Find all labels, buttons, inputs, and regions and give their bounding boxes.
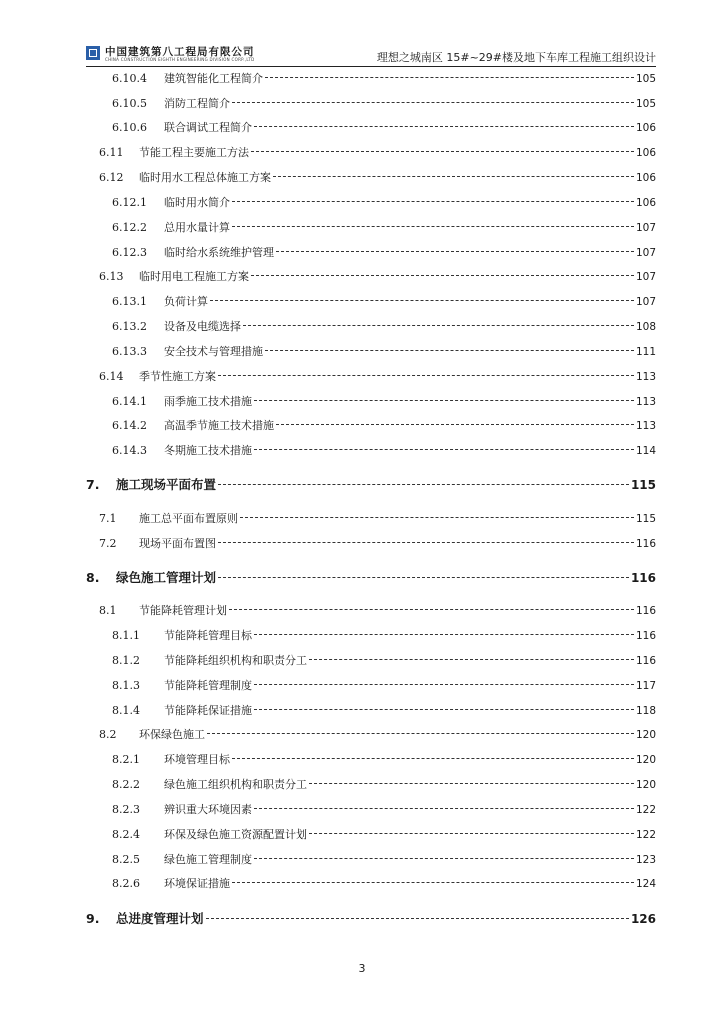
toc-entry-number: 6.13.2 bbox=[112, 320, 147, 333]
toc-entry-label: 总用水量计算 bbox=[164, 221, 230, 234]
toc-entry[interactable] bbox=[112, 652, 656, 668]
toc-entry-number: 8.1.4 bbox=[112, 704, 140, 717]
toc-leader-dots bbox=[254, 684, 634, 685]
toc-entry-page: 116 bbox=[635, 538, 656, 550]
toc-entry-label: 节能工程主要施工方法 bbox=[139, 146, 249, 159]
toc-entry-label: 联合调试工程简介 bbox=[164, 121, 252, 134]
toc-entry-page: 106 bbox=[635, 197, 656, 209]
toc-entry-number: 8.1.3 bbox=[112, 679, 140, 692]
toc-leader-dots bbox=[218, 375, 634, 376]
toc-leader-dots bbox=[232, 201, 634, 202]
toc-entry-label: 负荷计算 bbox=[164, 295, 208, 308]
toc-entry-number: 8.2.3 bbox=[112, 803, 140, 816]
toc-entry-number: 8. bbox=[86, 570, 100, 585]
toc-leader-dots bbox=[218, 542, 634, 543]
toc-entry-label: 临时用电工程施工方案 bbox=[139, 270, 249, 283]
toc-leader-dots bbox=[254, 858, 634, 859]
toc-entry-page: 123 bbox=[635, 854, 656, 866]
toc-entry-label: 临时用水工程总体施工方案 bbox=[139, 171, 271, 184]
toc-leader-dots bbox=[218, 577, 629, 578]
toc-entry-label: 安全技术与管理措施 bbox=[164, 345, 263, 358]
toc-entry[interactable] bbox=[112, 851, 656, 867]
toc-leader-dots bbox=[243, 325, 634, 326]
toc-leader-dots bbox=[309, 833, 634, 834]
toc-entry-page: 115 bbox=[630, 478, 656, 492]
company-name-english: CHINA CONSTRUCTION EIGHTH ENGINEERING DIVISION CORP.,LTD bbox=[105, 57, 255, 62]
toc-entry-page: 106 bbox=[635, 147, 656, 159]
toc-entry-page: 108 bbox=[635, 321, 656, 333]
toc-entry-label: 环保绿色施工 bbox=[139, 728, 205, 741]
toc-leader-dots bbox=[218, 484, 629, 485]
toc-entry-number: 8.2 bbox=[99, 728, 117, 741]
toc-entry-label: 冬期施工技术措施 bbox=[164, 444, 252, 457]
toc-entry-label: 总进度管理计划 bbox=[116, 911, 204, 926]
toc-entry-number: 6.12.1 bbox=[112, 196, 147, 209]
toc-entry[interactable] bbox=[112, 244, 656, 260]
toc-entry[interactable] bbox=[112, 293, 656, 309]
toc-entry-number: 8.1.1 bbox=[112, 629, 140, 642]
toc-entry-page: 107 bbox=[635, 296, 656, 308]
toc-entry-number: 8.2.1 bbox=[112, 753, 140, 766]
toc-entry[interactable] bbox=[112, 318, 656, 334]
toc-entry-number: 8.2.2 bbox=[112, 778, 140, 791]
toc-entry-page: 115 bbox=[635, 513, 656, 525]
toc-entry-page: 116 bbox=[630, 571, 656, 585]
toc-entry-label: 环境保证措施 bbox=[164, 877, 230, 890]
toc-leader-dots bbox=[254, 634, 634, 635]
toc-entry-number: 6.12.3 bbox=[112, 246, 147, 259]
toc-entry[interactable] bbox=[112, 70, 656, 86]
toc-entry[interactable] bbox=[112, 219, 656, 235]
toc-entry-number: 7.2 bbox=[99, 537, 117, 550]
toc-entry-number: 9. bbox=[86, 911, 100, 926]
toc-entry[interactable] bbox=[99, 602, 656, 618]
toc-entry-page: 106 bbox=[635, 172, 656, 184]
toc-entry-number: 8.1.2 bbox=[112, 654, 140, 667]
toc-entry-number: 6.14.1 bbox=[112, 395, 147, 408]
toc-entry-page: 107 bbox=[635, 247, 656, 259]
toc-entry-page: 120 bbox=[635, 779, 656, 791]
toc-leader-dots bbox=[254, 400, 634, 401]
toc-entry[interactable] bbox=[112, 751, 656, 767]
toc-entry[interactable] bbox=[99, 535, 656, 551]
toc-entry-label: 节能降耗保证措施 bbox=[164, 704, 252, 717]
toc-entry-page: 116 bbox=[635, 655, 656, 667]
toc-entry[interactable] bbox=[112, 343, 656, 359]
toc-entry-label: 绿色施工组织机构和职责分工 bbox=[164, 778, 307, 791]
header-rule bbox=[86, 66, 656, 67]
toc-entry-label: 消防工程简介 bbox=[164, 97, 230, 110]
toc-entry-label: 施工总平面布置原则 bbox=[139, 512, 238, 525]
toc-entry-number: 6.13.3 bbox=[112, 345, 147, 358]
toc-leader-dots bbox=[273, 176, 634, 177]
toc-entry[interactable] bbox=[112, 875, 656, 891]
toc-entry-page: 105 bbox=[635, 98, 656, 110]
toc-entry-page: 113 bbox=[635, 396, 656, 408]
toc-entry[interactable] bbox=[99, 169, 656, 185]
toc-entry-page: 122 bbox=[635, 829, 656, 841]
toc-entry-number: 8.1 bbox=[99, 604, 117, 617]
toc-entry-label: 高温季节施工技术措施 bbox=[164, 419, 274, 432]
company-logo-icon bbox=[86, 46, 100, 60]
toc-entry-label: 辨识重大环境因素 bbox=[164, 803, 252, 816]
toc-entry-label: 节能降耗管理目标 bbox=[164, 629, 252, 642]
toc-leader-dots bbox=[309, 659, 634, 660]
toc-entry[interactable] bbox=[112, 776, 656, 792]
toc-entry-label: 环境管理目标 bbox=[164, 753, 230, 766]
page-number: 3 bbox=[358, 962, 366, 975]
toc-entry-label: 季节性施工方案 bbox=[139, 370, 216, 383]
toc-entry-page: 107 bbox=[635, 222, 656, 234]
toc-chapter[interactable] bbox=[86, 909, 656, 927]
toc-entry-page: 116 bbox=[635, 605, 656, 617]
toc-entry-label: 节能降耗管理计划 bbox=[139, 604, 227, 617]
toc-entry[interactable] bbox=[99, 268, 656, 284]
toc-entry-page: 106 bbox=[635, 122, 656, 134]
page-header bbox=[86, 42, 656, 66]
toc-entry-page: 118 bbox=[635, 705, 656, 717]
toc-entry-number: 6.14 bbox=[99, 370, 124, 383]
toc-entry-number: 8.2.6 bbox=[112, 877, 140, 890]
toc-leader-dots bbox=[232, 882, 634, 883]
company-name: 中国建筑第八工程局有限公司 bbox=[105, 46, 255, 58]
toc-entry-page: 126 bbox=[630, 912, 656, 926]
toc-entry[interactable] bbox=[99, 368, 656, 384]
toc-entry-label: 临时用水简介 bbox=[164, 196, 230, 209]
toc-leader-dots bbox=[232, 102, 634, 103]
toc-chapter[interactable] bbox=[86, 475, 656, 493]
toc-entry-page: 116 bbox=[635, 630, 656, 642]
toc-entry[interactable] bbox=[112, 826, 656, 842]
toc-leader-dots bbox=[254, 709, 634, 710]
toc-entry[interactable] bbox=[112, 194, 656, 210]
toc-entry-label: 绿色施工管理制度 bbox=[164, 853, 252, 866]
toc-leader-dots bbox=[254, 126, 634, 127]
toc-entry[interactable] bbox=[112, 627, 656, 643]
toc-leader-dots bbox=[276, 424, 634, 425]
toc-entry[interactable] bbox=[112, 393, 656, 409]
toc-entry-number: 6.13 bbox=[99, 270, 124, 283]
toc-entry[interactable] bbox=[112, 417, 656, 433]
toc-leader-dots bbox=[265, 350, 634, 351]
toc-entry-page: 111 bbox=[635, 346, 656, 358]
toc-entry-number: 6.10.4 bbox=[112, 72, 147, 85]
toc-entry-number: 6.13.1 bbox=[112, 295, 147, 308]
toc-entry-page: 117 bbox=[635, 680, 656, 692]
toc-entry-label: 设备及电缆选择 bbox=[164, 320, 241, 333]
toc-entry-number: 7.1 bbox=[99, 512, 117, 525]
toc-entry[interactable] bbox=[99, 510, 656, 526]
toc-leader-dots bbox=[254, 449, 634, 450]
toc-entry-page: 124 bbox=[635, 878, 656, 890]
toc-entry-page: 120 bbox=[635, 729, 656, 741]
toc-entry-number: 8.2.4 bbox=[112, 828, 140, 841]
toc-leader-dots bbox=[254, 808, 634, 809]
toc-leader-dots bbox=[229, 609, 634, 610]
toc-entry-number: 7. bbox=[86, 477, 100, 492]
toc-entry[interactable] bbox=[112, 702, 656, 718]
toc-chapter[interactable] bbox=[86, 568, 656, 586]
toc-entry-number: 6.10.5 bbox=[112, 97, 147, 110]
toc-entry-number: 6.14.2 bbox=[112, 419, 147, 432]
toc-entry-label: 现场平面布置图 bbox=[139, 537, 216, 550]
toc-entry[interactable] bbox=[99, 726, 656, 742]
toc-leader-dots bbox=[276, 251, 634, 252]
toc-entry-label: 绿色施工管理计划 bbox=[116, 570, 217, 585]
toc-entry-label: 施工现场平面布置 bbox=[116, 477, 217, 492]
toc-entry-number: 6.14.3 bbox=[112, 444, 147, 457]
toc-entry-page: 113 bbox=[635, 371, 656, 383]
toc-entry[interactable] bbox=[99, 144, 656, 160]
toc-leader-dots bbox=[240, 517, 634, 518]
toc-entry[interactable] bbox=[112, 677, 656, 693]
toc-entry-number: 6.10.6 bbox=[112, 121, 147, 134]
toc-entry-number: 8.2.5 bbox=[112, 853, 140, 866]
toc-entry-number: 6.11 bbox=[99, 146, 124, 159]
toc-leader-dots bbox=[207, 733, 634, 734]
toc-entry-page: 122 bbox=[635, 804, 656, 816]
toc-entry[interactable] bbox=[112, 801, 656, 817]
toc-leader-dots bbox=[206, 918, 629, 919]
toc-leader-dots bbox=[251, 151, 634, 152]
toc-entry[interactable] bbox=[112, 119, 656, 135]
toc-leader-dots bbox=[309, 783, 634, 784]
toc-entry-page: 107 bbox=[635, 271, 656, 283]
toc-leader-dots bbox=[265, 77, 634, 78]
toc-leader-dots bbox=[232, 226, 634, 227]
toc-entry-page: 105 bbox=[635, 73, 656, 85]
toc-entry-label: 节能降耗管理制度 bbox=[164, 679, 252, 692]
toc-leader-dots bbox=[210, 300, 634, 301]
toc-entry-page: 113 bbox=[635, 420, 656, 432]
toc-entry[interactable] bbox=[112, 95, 656, 111]
toc-entry-number: 6.12 bbox=[99, 171, 124, 184]
toc-entry-label: 雨季施工技术措施 bbox=[164, 395, 252, 408]
toc-entry-page: 120 bbox=[635, 754, 656, 766]
document-title: 理想之城南区 15#~29#楼及地下车库工程施工组织设计 bbox=[376, 51, 656, 64]
toc-entry[interactable] bbox=[112, 442, 656, 458]
toc-entry-label: 环保及绿色施工资源配置计划 bbox=[164, 828, 307, 841]
toc-entry-label: 节能降耗组织机构和职责分工 bbox=[164, 654, 307, 667]
toc-entry-page: 114 bbox=[635, 445, 656, 457]
toc-entry-label: 建筑智能化工程简介 bbox=[164, 72, 263, 85]
toc-entry-label: 临时给水系统维护管理 bbox=[164, 246, 274, 259]
toc-entry-number: 6.12.2 bbox=[112, 221, 147, 234]
toc-leader-dots bbox=[232, 758, 634, 759]
toc-leader-dots bbox=[251, 275, 634, 276]
